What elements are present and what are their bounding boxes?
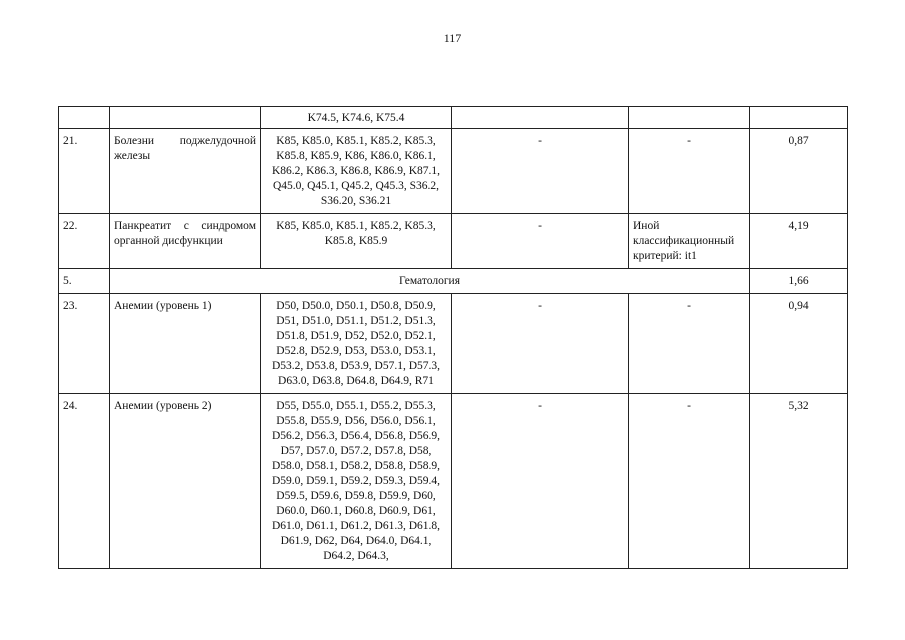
section-row — [59, 269, 848, 294]
row-col5: Иной классификационный критерий: it1 — [629, 214, 750, 269]
row-codes: D55, D55.0, D55.1, D55.2, D55.3, D55.8, D55.9, D56, D56.0, D56.1, D56.2, D56.3, D56.4, D56.8, D56.9, D57, D57.0, D57.2, D57.8, D58, D58.0, D58.1, D58.2, D58.8, D58.9, D59.0, D59.1, D59.2, D59.3, D59.4, D59.5, D59.6, D59.8, D59.9, D60, D60.0, D60.1, D60.8, D60.9, D61, D61.0, D61.1, D61.2, D61.3, D61.8, D61.9, D62, D64, D64.0, D64.1, D64.2, D64.3, — [261, 394, 452, 569]
row-coefficient: 0,87 — [750, 129, 848, 214]
row-coefficient: 0,94 — [750, 294, 848, 394]
row-col4: - — [452, 129, 629, 214]
section-title: Гематология — [110, 269, 750, 294]
row-number: 22. — [59, 214, 110, 269]
row-col5 — [629, 107, 750, 129]
row-name — [110, 107, 261, 129]
row-name: Анемии (уровень 1) — [110, 294, 261, 394]
section-number: 5. — [59, 269, 110, 294]
page-number: 117 — [443, 31, 462, 45]
table-row — [59, 394, 848, 569]
row-number — [59, 107, 110, 129]
row-name: Панкреатит с синдромом органной дисфункции — [110, 214, 261, 269]
table-row-continuation — [59, 107, 848, 129]
row-col4 — [452, 107, 629, 129]
row-number: 24. — [59, 394, 110, 569]
row-number: 23. — [59, 294, 110, 394]
row-col4: - — [452, 294, 629, 394]
row-coefficient: 4,19 — [750, 214, 848, 269]
row-col4: - — [452, 394, 629, 569]
row-col5: - — [629, 394, 750, 569]
row-codes: K74.5, K74.6, K75.4 — [261, 107, 452, 129]
row-codes: K85, K85.0, K85.1, K85.2, K85.3, K85.8, K85.9, K86, K86.0, K86.1, K86.2, K86.3, K86.8, K86.9, K87.1, Q45.0, Q45.1, Q45.2, Q45.3, S36.2, S36.20, S36.21 — [261, 129, 452, 214]
row-codes: D50, D50.0, D50.1, D50.8, D50.9, D51, D51.0, D51.1, D51.2, D51.3, D51.8, D51.9, D52, D52.0, D52.1, D52.8, D52.9, D53, D53.0, D53.1, D53.2, D53.8, D53.9, D57.1, D57.3, D63.0, D63.8, D64.8, D64.9, R71 — [261, 294, 452, 394]
row-col5: - — [629, 129, 750, 214]
row-coefficient: 5,32 — [750, 394, 848, 569]
row-col4: - — [452, 214, 629, 269]
row-name: Анемии (уровень 2) — [110, 394, 261, 569]
row-number: 21. — [59, 129, 110, 214]
row-col5: - — [629, 294, 750, 394]
row-codes: K85, K85.0, K85.1, K85.2, K85.3, K85.8, K85.9 — [261, 214, 452, 269]
table-row — [59, 294, 848, 394]
row-name: Болезни поджелудочной железы — [110, 129, 261, 214]
row-coefficient — [750, 107, 848, 129]
table-row — [59, 129, 848, 214]
kpg-table — [58, 106, 848, 569]
table-row — [59, 214, 848, 269]
section-coefficient: 1,66 — [750, 269, 848, 294]
